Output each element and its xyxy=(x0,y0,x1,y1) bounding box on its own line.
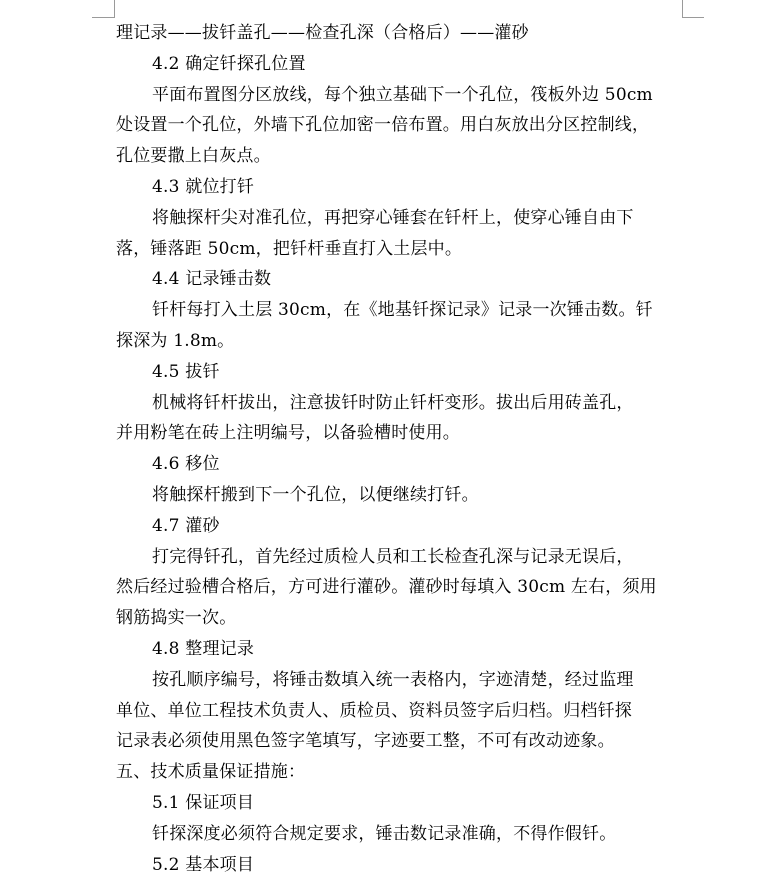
section-heading-4-7: 4.7 灌砂 xyxy=(152,515,220,536)
section-heading-4-8: 4.8 整理记录 xyxy=(152,638,255,659)
page-corner-mark-right-vertical xyxy=(682,0,683,18)
paragraph-line: 记录表必须使用黑色签字笔填写，字迹要工整，不可有改动迹象。 xyxy=(116,731,615,752)
paragraph-line: 将触探杆搬到下一个孔位，以便继续打钎。 xyxy=(152,484,479,505)
paragraph-line: 孔位要撒上白灰点。 xyxy=(116,146,271,167)
section-heading-4-3: 4.3 就位打钎 xyxy=(152,176,255,197)
paragraph-line: 单位、单位工程技术负责人、质检员、资料员签字后归档。归档钎探 xyxy=(116,700,632,721)
section-heading-4-4: 4.4 记录锤击数 xyxy=(152,269,272,290)
paragraph-line: 将触探杆尖对准孔位，再把穿心锤套在钎杆上，使穿心锤自由下 xyxy=(152,207,634,228)
paragraph-line: 落，锤落距 50cm，把钎杆垂直打入土层中。 xyxy=(116,238,463,259)
paragraph-line: 处设置一个孔位，外墙下孔位加密一倍布置。用白灰放出分区控制线， xyxy=(116,115,650,136)
section-heading-4-2: 4.2 确定钎探孔位置 xyxy=(152,53,306,74)
text-line: 理记录——拔钎盖孔——检查孔深（合格后）——灌砂 xyxy=(116,23,529,43)
paragraph-line: 平面布置图分区放线，每个独立基础下一个孔位，筏板外边 50cm xyxy=(152,84,653,105)
page-corner-mark-left xyxy=(92,17,114,18)
paragraph-line: 钎探深度必须符合规定要求，锤击数记录准确，不得作假钎。 xyxy=(152,823,617,844)
paragraph-line: 打完得钎孔，首先经过质检人员和工长检查孔深与记录无误后， xyxy=(152,546,634,567)
paragraph-line: 钎杆每打入土层 30cm，在《地基钎探记录》记录一次锤击数。钎 xyxy=(152,300,653,321)
document-body[interactable] xyxy=(116,18,688,880)
paragraph-line: 机械将钎杆拔出，注意拔钎时防止钎杆变形。拔出后用砖盖孔， xyxy=(152,392,634,413)
page-corner-mark-left-vertical xyxy=(114,0,115,18)
section-heading-5-1: 5.1 保证项目 xyxy=(152,792,255,813)
chapter-heading-5: 五、技术质量保证措施： xyxy=(116,762,306,783)
section-heading-4-6: 4.6 移位 xyxy=(152,454,220,475)
paragraph-line: 然后经过验槽合格后，方可进行灌砂。灌砂时每填入 30cm 左右，须用 xyxy=(116,577,657,598)
paragraph-line: 探深为 1.8m。 xyxy=(116,330,235,351)
paragraph-line: 按孔顺序编号，将锤击数填入统一表格内，字迹清楚，经过监理 xyxy=(152,669,634,690)
paragraph-line: 并用粉笔在砖上注明编号，以备验槽时使用。 xyxy=(116,423,460,444)
section-heading-5-2: 5.2 基本项目 xyxy=(152,854,255,875)
paragraph-line: 钢筋捣实一次。 xyxy=(116,608,237,629)
section-heading-4-5: 4.5 拔钎 xyxy=(152,361,220,382)
